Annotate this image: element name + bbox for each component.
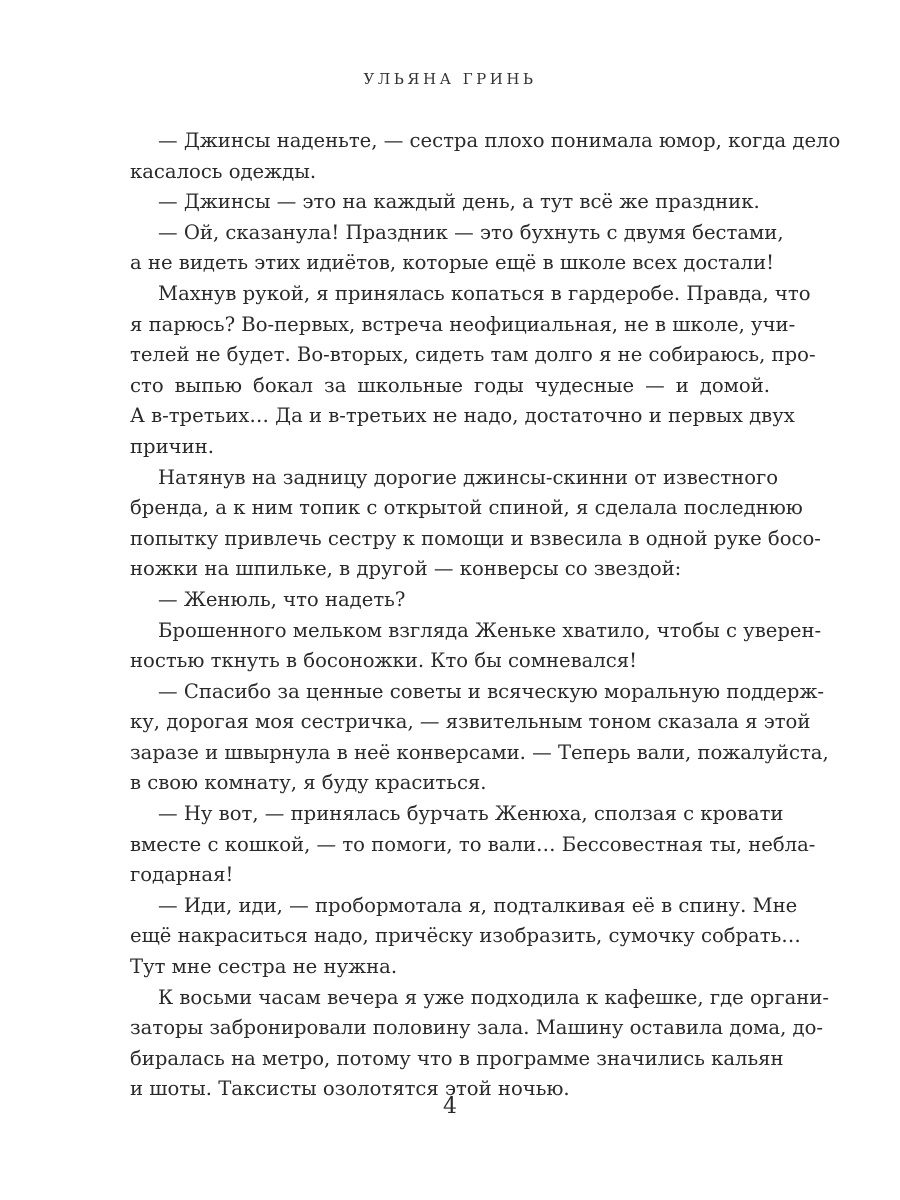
text-line: А в-третьих… Да и в-третьих не надо, достаточно и первых двух — [130, 404, 795, 428]
text-line: ножки на шпильке, в другой — конверсы со звездой: — [130, 557, 682, 581]
text-line: Тут мне сестра не нужна. — [130, 955, 398, 979]
text-line: вместе с кошкой, — то помоги, то вали… Бессовестная ты, небла- — [130, 832, 816, 856]
text-line: годарная! — [130, 863, 234, 887]
text-line: попытку привлечь сестру к помощи и взвесила в одной руке босо- — [130, 526, 821, 550]
text-line: в свою комнату, я буду краситься. — [130, 771, 487, 795]
text-line: ностью ткнуть в босоножки. Кто бы сомневался! — [130, 649, 637, 673]
text-line: касалось одежды. — [130, 159, 317, 183]
text-line: заразе и швырнула в неё конверсами. — Теперь вали, пожалуйста, — [130, 740, 829, 764]
text-line: а не видеть этих идиётов, которые ещё в школе всех достали! — [130, 251, 775, 275]
text-line: — Спасибо за ценные советы и всяческую моральную поддерж- — [158, 679, 825, 703]
text-line: биралась на метро, потому что в программе значились кальян — [130, 1046, 784, 1070]
text-line: ещё накраситься надо, причёску изобразить, сумочку собрать… — [130, 924, 801, 948]
text-line: — Ой, сказанула! Праздник — это бухнуть с двумя бестами, — [158, 220, 784, 244]
body-text — [130, 126, 841, 1105]
text-line: причин. — [130, 434, 214, 458]
text-line: сто выпью бокал за школьные годы чудесные — и домой. — [130, 373, 770, 397]
text-line: Натянув на задницу дорогие джинсы-скинни от известного — [158, 465, 779, 489]
text-line: бренда, а к ним топик с открытой спиной, я сделала последнюю — [130, 496, 803, 520]
text-line: и шоты. Таксисты озолотятся этой ночью. — [130, 1077, 570, 1101]
text-line: — Джинсы наденьте, — сестра плохо понимала юмор, когда дело — [158, 129, 841, 152]
text-line: я парюсь? Во-первых, встреча неофициальная, не в школе, учи- — [130, 312, 796, 336]
text-line: К восьми часам вечера я уже подходила к кафешке, где органи- — [158, 985, 830, 1009]
text-line: ку, дорогая моя сестричка, — язвительным тоном сказала я этой — [130, 710, 811, 734]
text-line: — Женюль, что надеть? — [158, 587, 406, 611]
text-line: Махнув рукой, я принялась копаться в гардеробе. Правда, что — [158, 281, 811, 305]
text-line: Брошенного мельком взгляда Женьке хватило, чтобы с уверен- — [158, 618, 822, 642]
text-line: заторы забронировали половину зала. Машину оставила дома, до- — [130, 1016, 824, 1040]
text-line: — Ну вот, — принялась бурчать Женюха, сползая с кровати — [158, 802, 784, 826]
running-head-title: УЛЬЯНА ГРИНЬ — [363, 70, 537, 88]
text-line: телей не будет. Во-вторых, сидеть там долго я не собираюсь, про- — [130, 343, 816, 367]
text-line: — Иди, иди, — пробормотала я, подталкивая её в спину. Мне — [158, 893, 798, 917]
text-line: — Джинсы — это на каждый день, а тут всё же праздник. — [158, 190, 760, 214]
page-number: 4 — [443, 1094, 457, 1119]
